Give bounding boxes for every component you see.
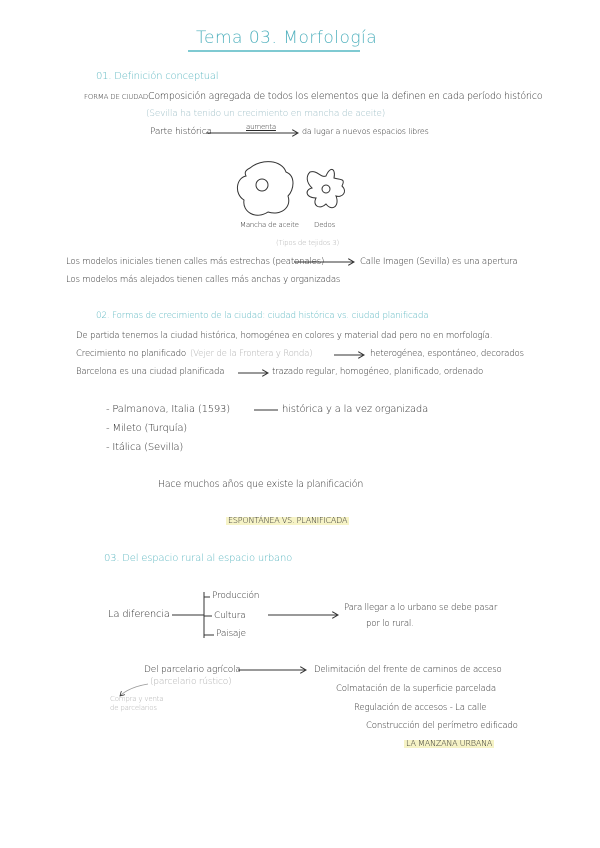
step-5: LA MANZANA URBANA <box>406 739 493 748</box>
s2-line2-left: Crecimiento no planificado <box>76 349 186 359</box>
definition-text: Composición agregada de todos los elementos que la definen en cada período histórico <box>148 91 543 102</box>
s2-note: Hace muchos años que existe la planificación <box>158 479 364 490</box>
s2-line2-paren: (Vejer de la Frontera y Ronda) <box>190 349 313 359</box>
step-1: Delimitación del frente de caminos de acceso <box>314 665 502 675</box>
definition-label: FORMA DE CIUDAD: <box>84 93 151 101</box>
diff-label: La diferencia <box>108 609 170 620</box>
section2-heading: 02. Formas de crecimiento de la ciudad: ciudad histórica vs. ciudad planificada <box>96 311 429 321</box>
shape1-label: Mancha de aceite <box>240 221 299 229</box>
line-a-left: Los modelos iniciales tienen calles más estrechas (peatonales) <box>66 257 325 267</box>
page-title: Tema 03. Morfología <box>196 28 378 48</box>
flow-right: da lugar a nuevos espacios libres <box>302 127 429 136</box>
flow-arrow-label: aumenta <box>246 123 276 131</box>
diff-bracket <box>172 592 214 638</box>
list-item-1: - Palmanova, Italia (1593) <box>106 404 230 415</box>
branch-2: Cultura <box>214 611 246 621</box>
list-item-3: - Itálica (Sevilla) <box>106 442 184 453</box>
step-2: Colmatación de la superficie parcelada <box>336 684 496 694</box>
list-right: histórica y a la vez organizada <box>282 404 428 415</box>
branch-1: Producción <box>212 591 260 601</box>
s2-line2-right: heterogénea, espontáneo, decorados <box>370 349 524 359</box>
parcel-note-1: Compra y venta <box>110 695 164 703</box>
section3-heading: 03. Del espacio rural al espacio urbano <box>104 553 293 564</box>
definition-note: (Sevilla ha tenido un crecimiento en mancha de aceite) <box>146 109 386 119</box>
step-4: Construcción del perímetro edificado <box>366 721 518 731</box>
step-3: Regulación de accesos - La calle <box>354 703 487 713</box>
s2-line3-right: trazado regular, homogéneo, planificado, ordenado <box>272 367 484 377</box>
list-item-2: - Mileto (Turquía) <box>106 423 187 434</box>
shape2-label: Dedos <box>314 221 336 229</box>
fingers-shape <box>307 169 344 207</box>
parcel-note-arrow <box>120 684 148 696</box>
s2-line1: De partida tenemos la ciudad histórica, homogénea en colores y material dad pero no en morfología. <box>76 331 493 341</box>
diff-right-1: Para llegar a lo urbano se debe pasar <box>344 603 498 613</box>
flow-left: Parte histórica <box>150 127 212 137</box>
parcel-left: Del parcelario agrícola <box>144 665 241 675</box>
s2-highlight: ESPONTÁNEA VS. PLANIFICADA <box>228 516 348 525</box>
oil-stain-shape <box>237 162 293 216</box>
line-b: Los modelos más alejados tienen calles más anchas y organizadas <box>66 275 341 285</box>
section1-heading: 01. Definición conceptual <box>96 71 219 82</box>
s2-line3-left: Barcelona es una ciudad planificada <box>76 367 225 377</box>
diff-right-2: por lo rural. <box>366 619 414 629</box>
line-a-right: Calle Imagen (Sevilla) es una apertura <box>360 257 518 267</box>
parcel-left-sub: (parcelario rústico) <box>150 677 232 687</box>
parcel-note-2: de parcelarios <box>110 704 157 712</box>
shape-caption: (Tipos de tejidos 3) <box>276 239 340 247</box>
branch-3: Paisaje <box>216 629 246 639</box>
